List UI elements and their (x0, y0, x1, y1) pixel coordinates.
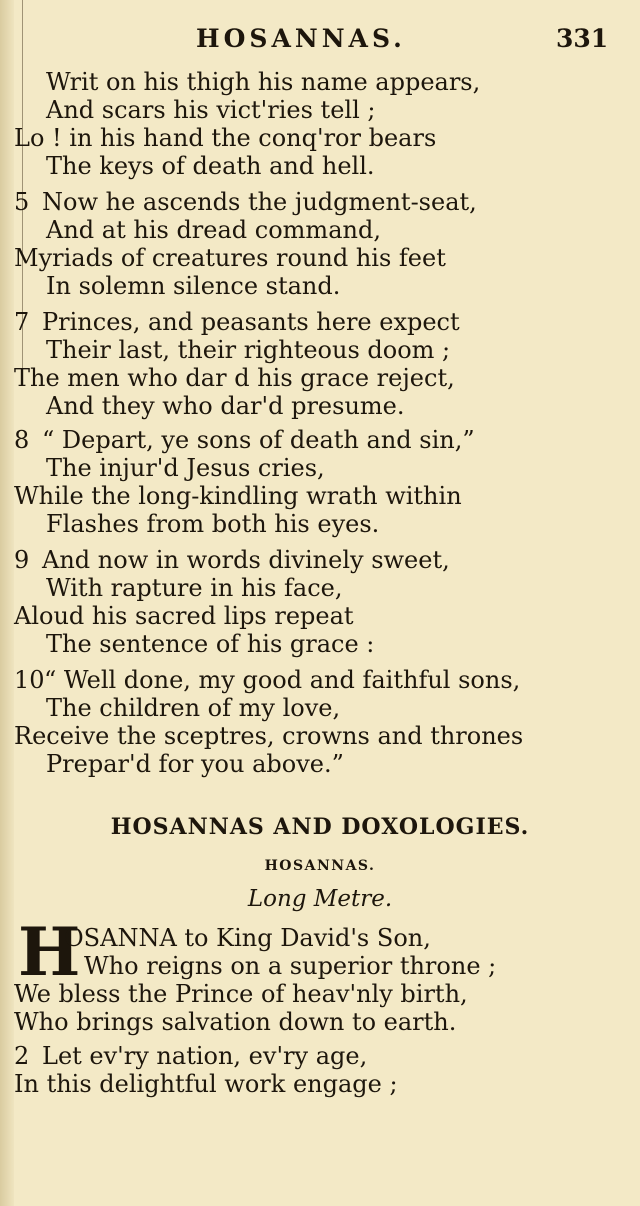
verse-line: In solemn silence stand. (46, 272, 341, 300)
subsection-title: HOSANNAS. (264, 858, 376, 874)
meter-label: Long Metre. (247, 886, 393, 912)
stanza-number: 9 (14, 546, 30, 574)
verse-line: The keys of death and hell. (46, 152, 375, 180)
verse-line: Now he ascends the judgment-seat, (42, 188, 477, 216)
stanza-number: 2 (14, 1042, 30, 1070)
verse-line: Who brings salvation down to earth. (14, 1008, 457, 1036)
stanza-continued (14, 68, 634, 180)
page-edge (0, 0, 14, 1206)
verse-line: Flashes from both his eyes. (46, 510, 380, 538)
stanza-5 (14, 188, 634, 300)
stanza-8 (14, 426, 634, 538)
verse-line: Princes, and peasants here expect (42, 308, 460, 336)
verse-line: Who reigns on a superior throne ; (84, 952, 497, 980)
verse-line: Myriads of creatures round his feet (14, 244, 446, 272)
stanza-7 (14, 308, 634, 420)
verse-line: “ Well done, my good and faithful sons, (44, 666, 521, 694)
page-header (0, 24, 640, 58)
verse-line: Their last, their righteous doom ; (46, 336, 451, 364)
stanza-number: 10 (14, 666, 45, 694)
verse-line: The children of my love, (46, 694, 341, 722)
page-number: 331 (556, 24, 609, 53)
verse-line: Receive the sceptres, crowns and thrones (14, 722, 524, 750)
verse-line: The sentence of his grace : (46, 630, 375, 658)
verse-line: And at his dread command, (46, 216, 381, 244)
verse-line: Writ on his thigh his name appears, (46, 68, 481, 96)
section-title: HOSANNAS AND DOXOLOGIES. (110, 814, 530, 840)
verse-line: We bless the Prince of heav'nly birth, (14, 980, 468, 1008)
verse-line: While the long-kindling wrath within (14, 482, 462, 510)
verse-line: Let ev'ry nation, ev'ry age, (42, 1042, 368, 1070)
hymn-stanza-2 (14, 1042, 634, 1098)
stanza-number: 5 (14, 188, 30, 216)
verse-line: Prepar'd for you above.” (46, 750, 344, 778)
verse-line: With rapture in his face, (46, 574, 343, 602)
running-title: HOSANNAS. (196, 24, 406, 53)
verse-line: The injur'd Jesus cries, (46, 454, 325, 482)
verse-line: “ Depart, ye sons of death and sin,” (42, 426, 475, 454)
hymn-stanza-1 (14, 913, 634, 1036)
verse-line: Lo ! in his hand the conq'ror bears (14, 124, 437, 152)
verse-line: And they who dar'd presume. (46, 392, 405, 420)
verse-line: The men who dar d his grace reject, (14, 364, 455, 392)
stanza-9 (14, 546, 634, 658)
stanza-number: 8 (14, 426, 30, 454)
drop-cap: H (18, 913, 81, 991)
stanza-10 (14, 666, 634, 778)
stanza-number: 7 (14, 308, 30, 336)
verse-line: OSANNA to King David's Son, (64, 924, 431, 952)
verse-line: And now in words divinely sweet, (42, 546, 450, 574)
verse-line: In this delightful work engage ; (14, 1070, 398, 1098)
verse-line: And scars his vict'ries tell ; (46, 96, 376, 124)
verse-line: Aloud his sacred lips repeat (14, 602, 354, 630)
